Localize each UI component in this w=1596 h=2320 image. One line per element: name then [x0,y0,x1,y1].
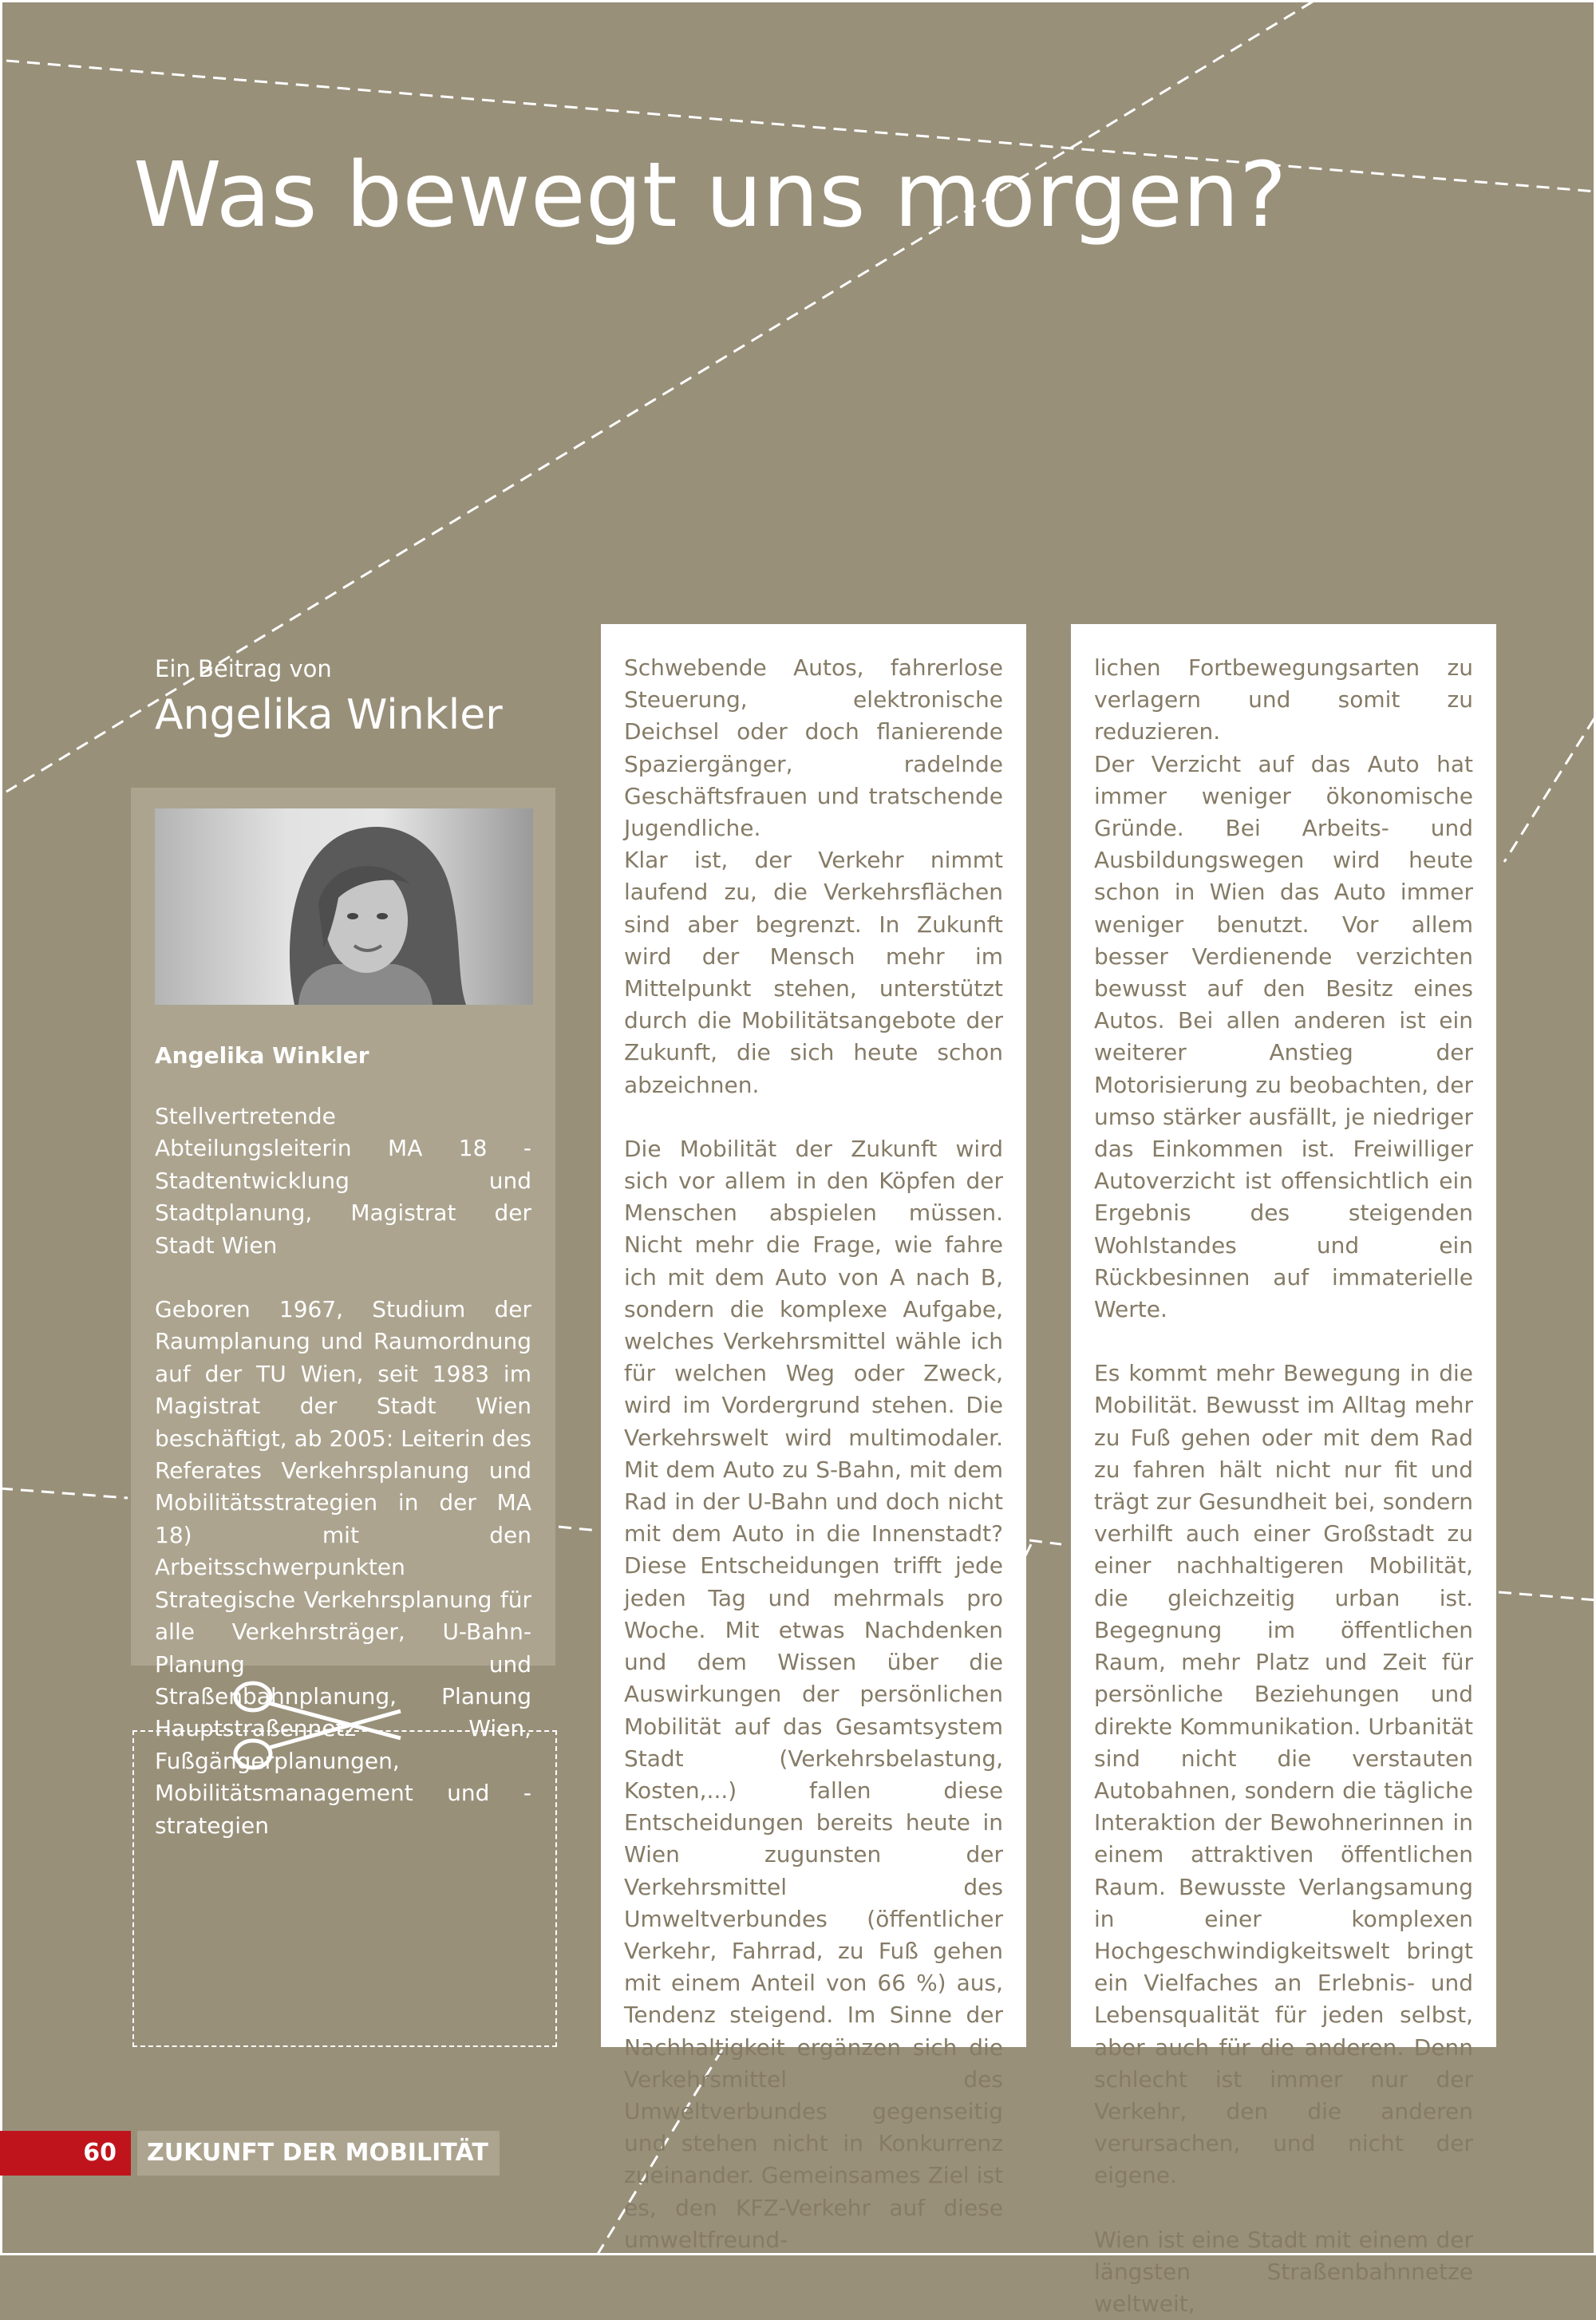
byline-lead: Ein Beitrag von [155,655,332,682]
article-paragraph: Die Mobilität der Zukunft wird sich vor allem in den Köpfen der Menschen abspielen müssen. Nicht mehr die Frage, wie fahre ich mit dem Auto von A nach B, sondern die komplexe Aufgabe, welches Verkehrsmittel wähle ich für welchen Weg oder Zweck, wird im Vordergrund stehen. Die Verkehrswelt wird multimodaler. Mit dem Auto zu S-Bahn, mit dem Rad in der U-Bahn und doch nicht mit dem Auto in die Innenstadt? Diese Entscheidungen trifft jede jeden Tag und mehrmals pro Woche. Mit etwas Nachdenken und dem Wissen über die Auswirkungen der persönlichen Mobilität auf das Gesamtsystem Stadt (Verkehrsbelastung, Kosten,...) fallen diese Entscheidungen bereits heute in Wien zugunsten der Verkehrsmittel des Umweltverbundes (öffentlicher Verkehr, Fahrrad, zu Fuß gehen mit einem Anteil von 66 %) aus, Tendenz steigend. Im Sinne der Nachhaltigkeit ergänzen sich die Verkehrsmittel des Umweltverbundes gegenseitig und stehen nicht in Konkurrenz zueinander. Gemeinsames Ziel ist es, den KFZ-Verkehr auf diese umweltfreund- [624,1135,1003,2253]
article-paragraph: Schwebende Autos, fahrerlose Steuerung, elektronische Deichsel oder doch flanierende Spaziergänger, radelnde Geschäftsfrauen und tratschende Jugendliche. Klar ist, der Verkehr nimmt laufend zu, die Verkehrsflächen sind aber begrenzt. In Zukunft wird der Mensch mehr im Mittelpunkt stehen, unterstützt durch die Mobilitätsangebote der Zukunft, die sich heute schon abzeichnen. [624,654,1003,1098]
article-paragraph: Es kommt mehr Bewegung in die Mobilität. Bewusst im Alltag mehr zu Fuß gehen oder mit dem Rad zu fahren hält nicht nur fit und trägt zur Gesundheit bei, sondern verhilft auch einer Großstadt zu einer nachhaltigeren Mobilität, die gleichzeitig urban ist. Begegnung im öffentlichen Raum, mehr Platz und Zeit für persönliche Beziehungen und direkte Kommunikation. Urbanität sind nicht die verstauten Autobahnen, sondern die tägliche Interaktion der Bewohnerinnen in einem attraktiven öffentlichen Raum. Bewusste Verlangsamung in einer komplexen Hochgeschwindigkeitswelt bringt ein Vielfaches an Erlebnis- und Lebensqualität für jeden selbst, aber auch für die anderen. Denn schlecht ist immer nur der Verkehr, den die anderen verursachen, und nicht der eigene. [1094,1360,1473,2189]
bio-name: Angelika Winkler [155,1042,369,1069]
cut-out-area [132,1730,557,2047]
bio-paragraph: Stellvertretende Abteilungsleiterin MA 18 - Stadtentwicklung und Stadtplanung, Magistrat der Stadt Wien [155,1103,531,1259]
section-label: ZUKUNFT DER MOBILITÄT [137,2131,500,2176]
author-bio-box [131,788,555,1839]
author-portrait [155,808,533,1005]
article-column-2 [1071,624,1496,2317]
article-column-1 [601,624,1026,2253]
author-name: Angelika Winkler [155,691,503,739]
byline [155,653,503,744]
article-paragraph: Wien ist eine Stadt mit einem der längsten Straßenbahnnetze weltweit, [1094,2226,1473,2317]
article-paragraph: lichen Fortbewegungsarten zu verlagern und somit zu reduzieren. Der Verzicht auf das Auto hat immer weniger ökonomische Gründe. Bei Arbeits- und Ausbildungswegen wird heute schon in Wien das Auto immer weniger benutzt. Vor allem besser Verdienende verzichten bewusst auf den Besitz eines Autos. Bei allen anderen ist ein weiterer Anstieg der Motorisierung zu beobachten, der umso stärker ausfällt, je niedriger das Einkommen ist. Freiwilliger Autoverzicht ist offensichtlich ein Ergebnis des steigenden Wohlstandes und ein Rückbesinnen auf immaterielle Werte. [1094,654,1473,1323]
bio-paragraph: Geboren 1967, Studium der Raumplanung und Raumordnung auf der TU Wien, seit 1983 im Magistrat der Stadt Wien beschäftigt, ab 2005: Leiterin des Referates Verkehrsplanung und Mobilitätsstrategien in der MA 18) mit den Arbeitsschwerpunkten Strategische Verkehrsplanung für alle Verkehrsträger, U-Bahn-Planung und Straßenbahnplanung, Planung Hauptstraßennetz Wien, Fußgängerplanungen, Mobilitätsmanagement und -strategien [155,1296,531,1839]
page-number: 60 [0,2131,131,2176]
page-title: Was bewegt uns morgen? [133,144,1287,247]
